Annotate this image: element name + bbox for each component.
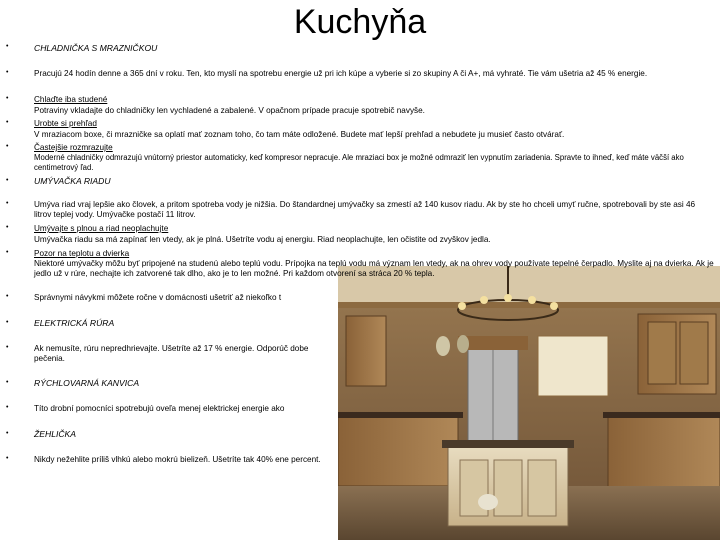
section-heading-dishwasher: UMÝVAČKA RIADU [34, 176, 111, 186]
subheading: Častejšie rozmrazujte [34, 143, 113, 152]
bullet-icon: • [6, 404, 9, 411]
bullet-icon: • [6, 143, 9, 150]
subheading: Urobte si prehľad [34, 119, 97, 128]
paragraph: Ak nemusíte, rúru nepredhrievajte. Ušetríte až 17 % energie. Odporúč dobe pečenia. [34, 344, 309, 363]
bullet-icon: • [6, 119, 9, 126]
paragraph: Umýva riad vraj lepšie ako človek, a pritom spotreba vody je nižšia. Do štandardnej umývačky sa zmestí až 140 kusov riadu. Ak by ste ho chceli umyť ručne, spotrebovali by ste asi 46 litrov teplej vody. Umývačke postačí 11 litrov. [34, 200, 696, 219]
section-heading-fridge: CHLADNIČKA S MRAZNIČKOU [34, 43, 158, 53]
subheading: Chlaďte iba studené [34, 95, 108, 104]
paragraph: Niektoré umývačky môžu byť pripojené na studenú alebo teplú vodu. Prípojka na teplú vodu má význam len vtedy, ak na ohrev vody používate tepelné čerpadlo. Myslite aj na dvierka. Ak je jedlo už v rúre, nechajte ich zatvorené tak dlho, ako je to len možné. Pri každom otvorení sa stráca 20 % tepla. [34, 259, 714, 278]
bullet-icon: • [6, 249, 9, 256]
section-heading-kettle: RÝCHLOVARNÁ KANVICA [34, 378, 140, 388]
paragraph: Umývačka riadu sa má zapínať len vtedy, ak je plná. Ušetríte vodu aj energiu. Riad neoplachujte, len očistite od zvyškov jedla. [34, 235, 491, 244]
kitchen-photo [338, 266, 720, 540]
bullet-icon: • [6, 293, 9, 300]
bullet-icon: • [6, 430, 9, 437]
paragraph: V mraziacom boxe, či mrazničke sa oplatí mať zoznam toho, čo tam máte odložené. Budete mať lepší prehľad a nebudete ju musieť často otvárať. [34, 130, 565, 139]
paragraph: Pracujú 24 hodín denne a 365 dní v roku. Ten, kto myslí na spotrebu energie už pri ich kúpe a vyberie si zo skupiny A či A+, má vyhraté. Tie vám ušetria až 45 % energie. [34, 69, 648, 78]
paragraph: Títo drobní pomocníci spotrebujú oveľa menej elektrickej energie ako [34, 404, 285, 413]
section-heading-oven: ELEKTRICKÁ RÚRA [34, 318, 115, 328]
bullet-icon: • [6, 344, 9, 351]
bullet-icon: • [6, 319, 9, 326]
bullet-icon: • [6, 95, 9, 102]
paragraph: Potraviny vkladajte do chladničky len vychladené a zabalené. V opačnom prípade pracuje spotrebič navyše. [34, 106, 425, 115]
section-heading-iron: ŽEHLIČKA [34, 429, 77, 439]
bullet-icon: • [6, 224, 9, 231]
paragraph: Moderné chladničky odmrazujú vnútorný priestor automaticky, keď kompresor nepracuje. Ale mraziaci box je možné odmraziť len vypnutím zariadenia. Spravte to ihneď, keď máte väčší ako centimetrový ľad. [34, 153, 684, 172]
subheading: Pozor na teplotu a dvierka [34, 249, 130, 258]
bullet-icon: • [6, 200, 9, 207]
paragraph: Nikdy nežehlite príliš vlhkú alebo mokrú bielizeň. Ušetríte tak 40% ene percent. [34, 455, 321, 464]
slide-title: Kuchyňa [293, 3, 427, 41]
bullet-icon: • [6, 379, 9, 386]
subheading: Umývajte s plnou a riad neoplachujte [34, 224, 169, 233]
bullet-icon: • [6, 455, 9, 462]
bullet-icon: • [6, 43, 9, 50]
paragraph: Správnymi návykmi môžete ročne v domácnosti ušetriť až niekoľko t [34, 293, 282, 302]
bullet-icon: • [6, 69, 9, 76]
bullet-icon: • [6, 177, 9, 184]
